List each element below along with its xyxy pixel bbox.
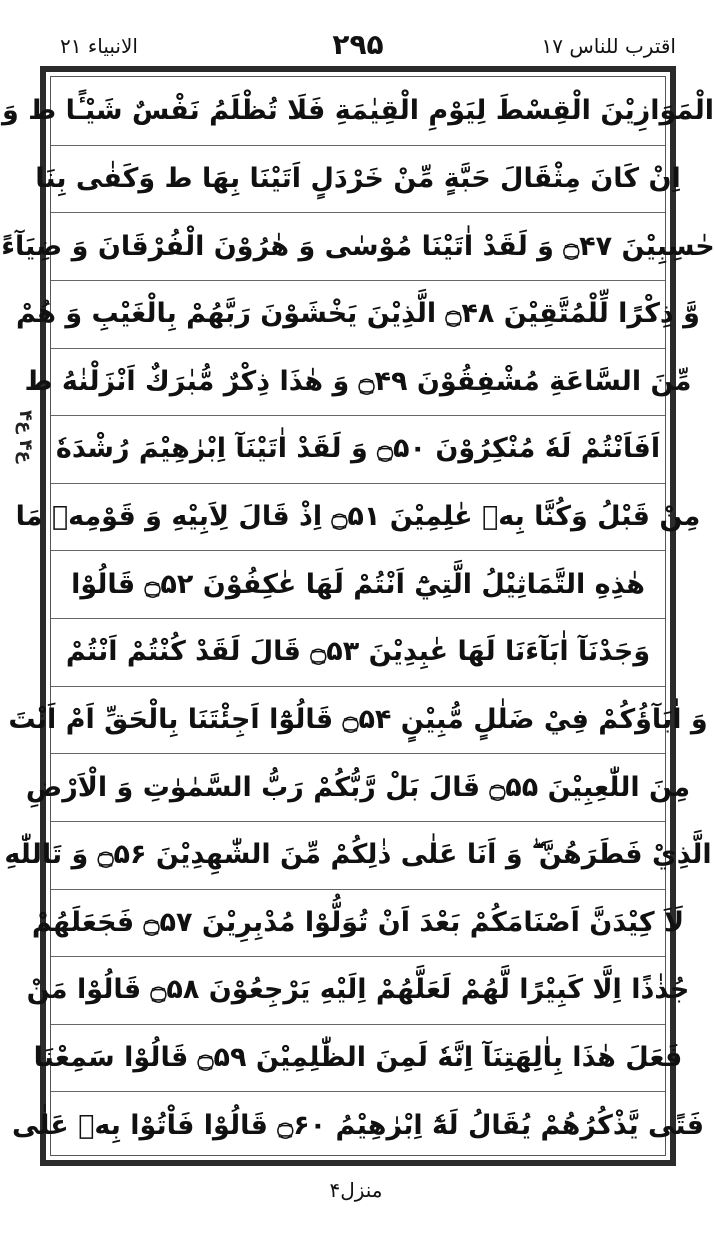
- page-number: ۲۹۵: [332, 28, 384, 61]
- verse-line: اَفَاَنْتُمْ لَهٗ مُنْكِرُوْنَ ۝۵۰ وَ لَقَدْ اٰتَيْنَآ اِبْرٰهِيْمَ رُشْدَهٗ: [51, 415, 665, 484]
- manzil-footer: منزل۴: [329, 1178, 383, 1202]
- verse-line: وَجَدْنَآ اٰبَآءَنَا لَهَا عٰبِدِيْنَ ۝۵۳ قَالَ لَقَدْ كُنْتُمْ اَنْتُمْ: [51, 618, 665, 687]
- verse-line: وَ اٰبَآؤُكُمْ فِيْ ضَلٰلٍ مُّبِيْنٍ ۝۵۴ قَالُوْٓا اَجِئْتَنَا بِالْحَقِّ اَمْ اَنْتَ: [51, 686, 665, 755]
- verse-line: مِنَ اللّٰعِبِيْنَ ۝۵۵ قَالَ بَلْ رَّبُّكُمْ رَبُّ السَّمٰوٰتِ وَ الْاَرْضِ: [51, 753, 665, 822]
- verse-line: فَعَلَ هٰذَا بِاٰلِهَتِنَآ اِنَّهٗ لَمِنَ الظّٰلِمِيْنَ ۝۵۹ قَالُوْا سَمِعْنَا: [51, 1024, 665, 1093]
- verse-line: فَتًى يَّذْكُرُهُمْ يُقَالُ لَهٗٓ اِبْرٰهِيْمُ ۝۶۰ قَالُوْا فَاْتُوْا بِهٖ عَلٰى: [11, 1109, 705, 1141]
- verse-line: جُذٰذًا اِلَّا كَبِيْرًا لَّهُمْ لَعَلَّهُمْ اِلَيْهِ يَرْجِعُوْنَ ۝۵۸ قَالُوْا مَنْ: [51, 956, 665, 1025]
- page-header: [40, 28, 676, 64]
- verse-line: لَاَ كِيْدَنَّ اَصْنَامَكُمْ بَعْدَ اَنْ تُوَلُّوْا مُدْبِرِيْنَ ۝۵۷ فَجَعَلَهُمْ: [51, 889, 665, 958]
- verse-line: وَّ ذِكْرًا لِّلْمُتَّقِيْنَ ۝۴۸ الَّذِيْنَ يَخْشَوْنَ رَبَّهُمْ بِالْغَيْبِ وَ هُمْ: [51, 280, 665, 349]
- verse-line: اِنْ كَانَ مِثْقَالَ حَبَّةٍ مِّنْ خَرْدَلٍ اَتَيْنَا بِهَا ط وَكَفٰى بِنَا: [51, 145, 665, 214]
- ruku-marker: ع۴ ع۴: [15, 410, 36, 463]
- verse-line: مِّنَ السَّاعَةِ مُشْفِقُوْنَ ۝۴۹ وَ هٰذَا ذِكْرٌ مُّبٰرَكٌ اَنْزَلْنٰهُ ط: [51, 348, 665, 417]
- verse-line: هٰذِهِ التَّمَاثِيْلُ الَّتِيْٓ اَنْتُمْ لَهَا عٰكِفُوْنَ ۝۵۲ قَالُوْا: [51, 550, 665, 619]
- verse-line: مِنْ قَبْلُ وَكُنَّا بِهٖ عٰلِمِيْنَ ۝۵۱ اِذْ قَالَ لِاَبِيْهِ وَ قَوْمِهٖ مَا: [51, 483, 665, 552]
- verse-line: الْمَوَازِيْنَ الْقِسْطَ لِيَوْمِ الْقِيٰمَةِ فَلَا تُظْلَمُ نَفْسٌ شَيْـًٔا ط وَ: [51, 77, 665, 146]
- verse-line: حٰسِبِيْنَ ۝۴۷ وَ لَقَدْ اٰتَيْنَا مُوْسٰى وَ هٰرُوْنَ الْفُرْقَانَ وَ ضِيَآءً: [51, 212, 665, 281]
- surah-name: الانبیاء ۲۱: [60, 34, 138, 58]
- verse-line: الَّذِيْ فَطَرَهُنَّ ۖ وَ اَنَا عَلٰى ذٰلِكُمْ مِّنَ الشّٰهِدِيْنَ ۝۵۶ وَ تَاللّٰهِ: [51, 821, 665, 890]
- juz-name: اقترب للناس ۱۷: [541, 34, 676, 58]
